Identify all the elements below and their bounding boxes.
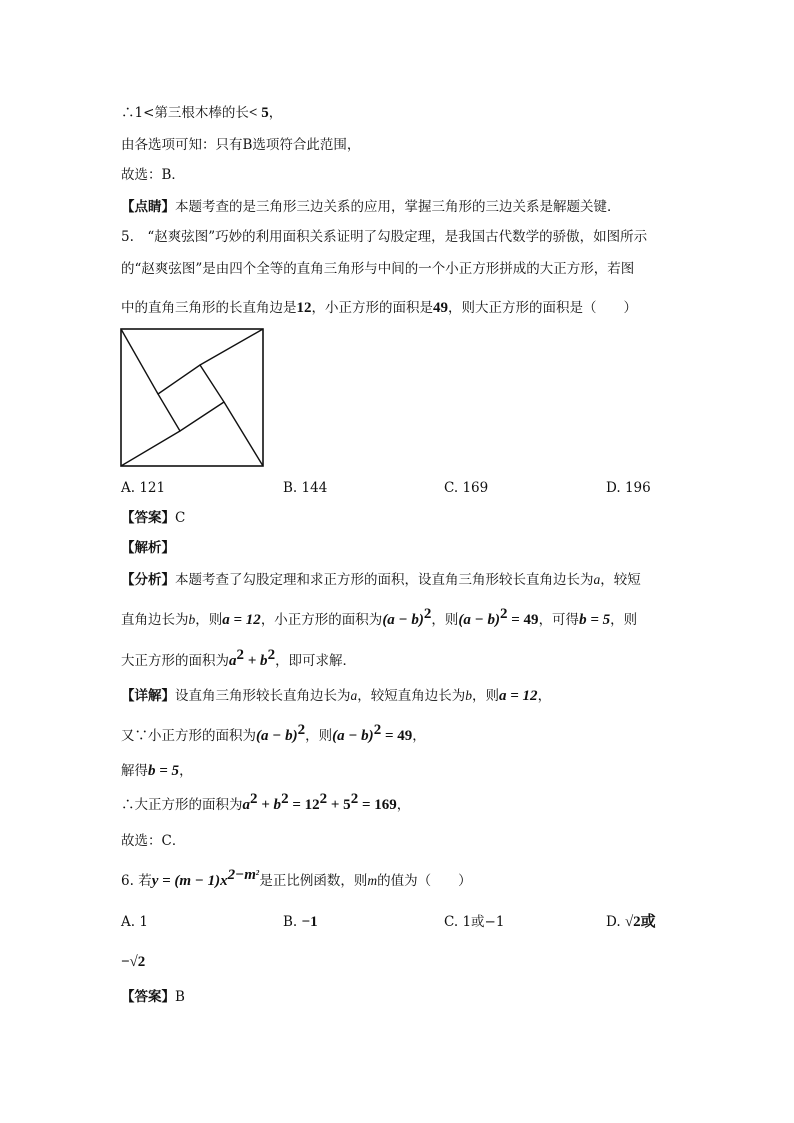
q4-option-check-line: 由各选项可知：只有B选项符合此范围， <box>121 137 361 153</box>
q4-choose-line: 故选：B． <box>121 167 185 183</box>
inner-square <box>158 365 224 431</box>
triangle-edge-2 <box>200 329 263 365</box>
q5-option-c: C. 169 <box>444 480 489 496</box>
zhao-shuang-diagram <box>120 328 265 468</box>
q5-analysis-label: 【解析】 <box>121 540 175 556</box>
q6-option-d: D. √2或 <box>606 914 656 930</box>
q6-stem: 6. 若$y = (m - 1)x^{2-m^2}$是正比例函数，则m的值为（ ） <box>121 867 472 889</box>
q5-detail-line1: 【详解】设直角三角形较长直角边长为a，较短直角边长为b，则a = 12， <box>121 688 552 704</box>
q6-option-a: A. 1 <box>121 914 148 930</box>
q5-option-d: D. 196 <box>606 480 651 496</box>
q5-fenxi-line2: 直角边长为b，则a = 12，小正方形的面积为$(a - b)^2$，则$(a - b)^2 = 49$，可得b = 5，则 <box>121 606 638 628</box>
q5-detail-line3: 解得b = 5， <box>121 763 193 779</box>
q5-fenxi-line1: 【分析】本题考查了勾股定理和求正方形的面积，设直角三角形较长直角边长为a，较短 <box>121 572 641 588</box>
q6-option-b: B. −1 <box>283 914 318 930</box>
q5-detail-line4: ∴大正方形的面积为$a^2 + b^2 = 12^2 + 5^2 = 169$， <box>121 791 411 813</box>
q5-choose-line: 故选：C． <box>121 833 186 849</box>
q5-fenxi-line3: 大正方形的面积为$a^2 + b^2$，即可求解． <box>121 647 357 669</box>
q5-detail-line2: 又∵小正方形的面积为$(a - b)^2$，则$(a - b)^2 = 49$， <box>121 722 426 744</box>
q4-comment-line: 【点睛】本题考查的是三角形三边关系的应用，掌握三角形的三边关系是解题关键． <box>121 199 621 215</box>
triangle-edge-3 <box>224 402 263 466</box>
q5-option-b: B. 144 <box>283 480 328 496</box>
q6-option-d-wrap: −√2 <box>121 954 146 970</box>
q5-stem-line1: 5. “赵爽弦图”巧妙的利用面积关系证明了勾股定理，是我国古代数学的骄傲，如图所示 <box>121 229 648 245</box>
q4-range-line: ∴1<第三根木棒的长< 5， <box>121 105 283 121</box>
q5-option-a: A. 121 <box>121 480 166 496</box>
q5-stem-line3: 中的直角三角形的长直角边是12，小正方形的面积是49，则大正方形的面积是（ ） <box>121 300 637 316</box>
triangle-edge-1 <box>121 329 158 394</box>
q5-answer-line: 【答案】C <box>121 510 186 526</box>
q5-stem-line2: 的“赵爽弦图”是由四个全等的直角三角形与中间的一个小正方形拼成的大正方形，若图 <box>121 261 635 277</box>
outer-square <box>121 329 263 466</box>
q6-answer-line: 【答案】B <box>121 989 185 1005</box>
q6-option-c: C. 1或−1 <box>444 914 505 930</box>
triangle-edge-4 <box>121 431 180 466</box>
